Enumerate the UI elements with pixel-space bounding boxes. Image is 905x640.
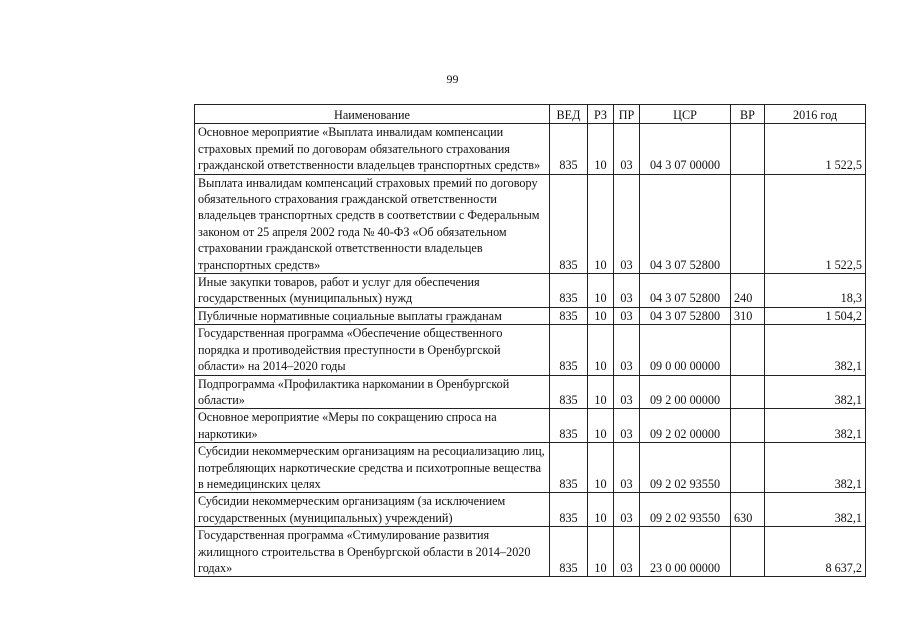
row-name: Основное мероприятие «Выплата инвалидам компенсации страховых премий по договорам обязательного страхования гражданской ответственности владельцев транспортных средств» xyxy=(195,124,550,174)
row-csr: 09 2 02 93550 xyxy=(640,443,731,493)
row-csr: 04 3 07 52800 xyxy=(640,274,731,308)
row-pr: 03 xyxy=(614,527,640,577)
row-amount: 382,1 xyxy=(765,375,866,409)
row-vr: 630 xyxy=(731,493,765,527)
row-ved: 835 xyxy=(550,174,588,273)
row-rz: 10 xyxy=(588,307,614,324)
row-pr: 03 xyxy=(614,375,640,409)
row-name: Выплата инвалидам компенсаций страховых премий по договору обязательного страхования гражданской ответственности владельцев транспортных средств в соответствии с Федеральным законом от 25 апреля 2002 года № 40-ФЗ «Об обязательном страховании гражданской ответственности владельцев транспортных средств» xyxy=(195,174,550,273)
row-csr: 04 3 07 52800 xyxy=(640,174,731,273)
table-row xyxy=(195,527,866,577)
row-pr: 03 xyxy=(614,174,640,273)
row-rz: 10 xyxy=(588,527,614,577)
header-name: Наименование xyxy=(195,105,550,124)
row-amount: 18,3 xyxy=(765,274,866,308)
table-row xyxy=(195,443,866,493)
row-name: Государственная программа «Стимулирование развития жилищного строительства в Оренбургской области в 2014–2020 годах» xyxy=(195,527,550,577)
row-vr xyxy=(731,409,765,443)
row-csr: 04 3 07 00000 xyxy=(640,124,731,174)
row-rz: 10 xyxy=(588,375,614,409)
row-ved: 835 xyxy=(550,443,588,493)
table-row xyxy=(195,493,866,527)
table-row xyxy=(195,174,866,273)
row-pr: 03 xyxy=(614,307,640,324)
row-amount: 8 637,2 xyxy=(765,527,866,577)
row-amount: 382,1 xyxy=(765,443,866,493)
row-ved: 835 xyxy=(550,307,588,324)
row-pr: 03 xyxy=(614,325,640,375)
table-row xyxy=(195,124,866,174)
header-ved: ВЕД xyxy=(550,105,588,124)
row-rz: 10 xyxy=(588,493,614,527)
row-vr xyxy=(731,375,765,409)
row-csr: 09 2 02 00000 xyxy=(640,409,731,443)
budget-table xyxy=(194,104,866,577)
page-number: 99 xyxy=(446,72,459,86)
row-rz: 10 xyxy=(588,274,614,308)
table-row xyxy=(195,274,866,308)
row-ved: 835 xyxy=(550,375,588,409)
row-rz: 10 xyxy=(588,443,614,493)
row-name: Основное мероприятие «Меры по сокращению спроса на наркотики» xyxy=(195,409,550,443)
row-rz: 10 xyxy=(588,325,614,375)
row-csr: 04 3 07 52800 xyxy=(640,307,731,324)
row-vr: 240 xyxy=(731,274,765,308)
header-row xyxy=(195,105,866,124)
row-vr xyxy=(731,124,765,174)
row-vr xyxy=(731,443,765,493)
row-name: Публичные нормативные социальные выплаты гражданам xyxy=(195,307,550,324)
row-vr xyxy=(731,527,765,577)
row-name: Государственная программа «Обеспечение общественного порядка и противодействия преступности в Оренбургской области» на 2014–2020 годы xyxy=(195,325,550,375)
row-ved: 835 xyxy=(550,124,588,174)
table-header xyxy=(195,105,866,124)
row-csr: 23 0 00 00000 xyxy=(640,527,731,577)
row-ved: 835 xyxy=(550,493,588,527)
row-vr xyxy=(731,174,765,273)
row-pr: 03 xyxy=(614,274,640,308)
row-rz: 10 xyxy=(588,409,614,443)
row-ved: 835 xyxy=(550,527,588,577)
row-name: Субсидии некоммерческим организациям (за исключением государственных (муниципальных) учреждений) xyxy=(195,493,550,527)
row-amount: 382,1 xyxy=(765,493,866,527)
row-amount: 1 522,5 xyxy=(765,174,866,273)
row-vr xyxy=(731,325,765,375)
row-name: Подпрограмма «Профилактика наркомании в Оренбургской области» xyxy=(195,375,550,409)
row-ved: 835 xyxy=(550,409,588,443)
row-amount: 1 522,5 xyxy=(765,124,866,174)
row-pr: 03 xyxy=(614,409,640,443)
table-row xyxy=(195,325,866,375)
row-amount: 382,1 xyxy=(765,409,866,443)
header-pr: ПР xyxy=(614,105,640,124)
table-row xyxy=(195,307,866,324)
row-ved: 835 xyxy=(550,325,588,375)
row-name: Иные закупки товаров, работ и услуг для обеспечения государственных (муниципальных) нужд xyxy=(195,274,550,308)
row-rz: 10 xyxy=(588,174,614,273)
row-vr: 310 xyxy=(731,307,765,324)
table-body xyxy=(195,124,866,577)
row-pr: 03 xyxy=(614,443,640,493)
row-pr: 03 xyxy=(614,124,640,174)
header-vr: ВР xyxy=(731,105,765,124)
row-name: Субсидии некоммерческим организациям на ресоциализацию лиц, потребляющих наркотические средства и психотропные вещества в немедицинских целях xyxy=(195,443,550,493)
row-csr: 09 2 00 00000 xyxy=(640,375,731,409)
table-row xyxy=(195,375,866,409)
header-rz: РЗ xyxy=(588,105,614,124)
header-amount: 2016 год xyxy=(765,105,866,124)
row-rz: 10 xyxy=(588,124,614,174)
row-amount: 382,1 xyxy=(765,325,866,375)
row-pr: 03 xyxy=(614,493,640,527)
header-csr: ЦСР xyxy=(640,105,731,124)
row-csr: 09 0 00 00000 xyxy=(640,325,731,375)
table-row xyxy=(195,409,866,443)
row-amount: 1 504,2 xyxy=(765,307,866,324)
row-csr: 09 2 02 93550 xyxy=(640,493,731,527)
row-ved: 835 xyxy=(550,274,588,308)
